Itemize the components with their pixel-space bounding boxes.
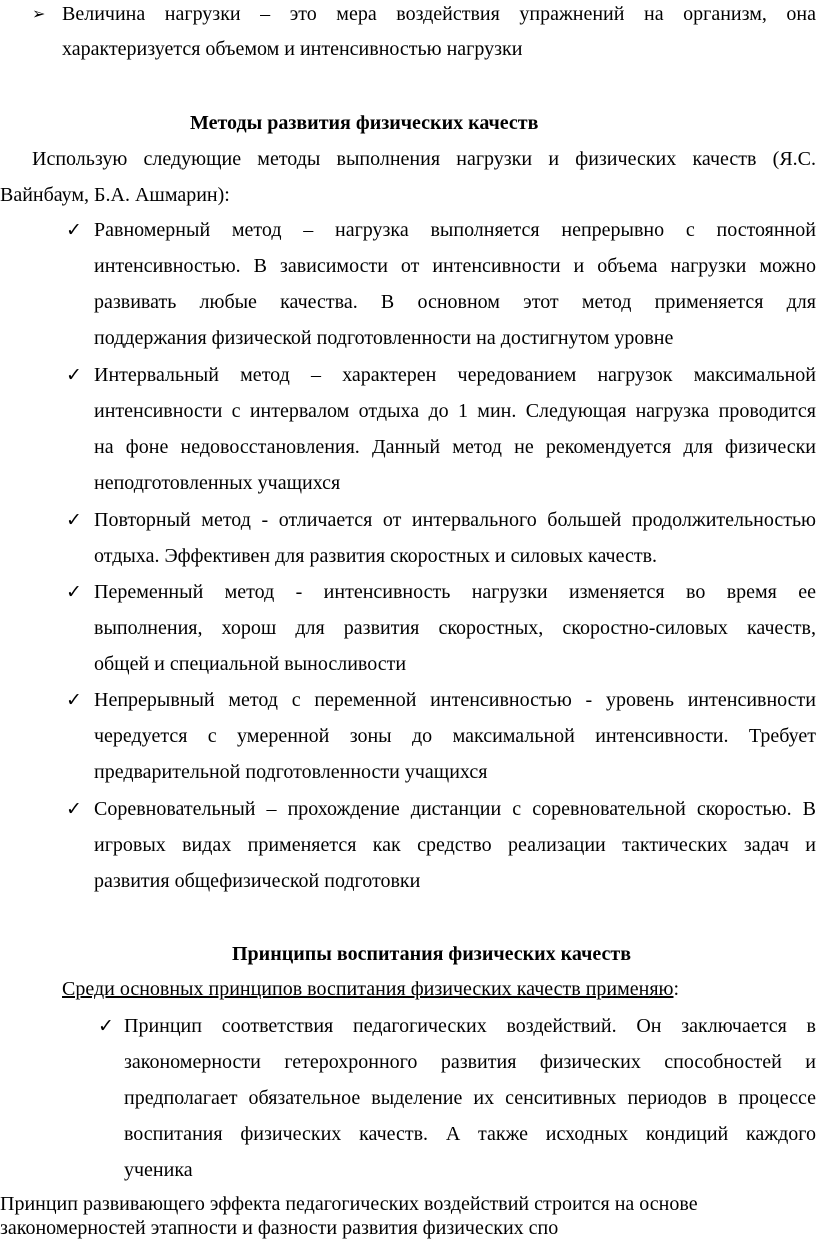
checkmark-icon: ✓ xyxy=(66,689,82,711)
method-6-line-1: Соревновательный – прохождение дистанции с соревновательной скоростью. В xyxy=(94,798,816,820)
principle-1-line-5: ученика xyxy=(124,1159,193,1181)
arrow-bullet-icon: ➢ xyxy=(32,4,46,23)
checkmark-icon: ✓ xyxy=(66,798,82,820)
principles-heading: Принципы воспитания физических качеств xyxy=(232,943,632,965)
method-4-line-3: общей и специальной выносливости xyxy=(94,653,407,675)
principles-tail-line-1: Принцип развивающего эффекта педагогических воздействий строится на основе xyxy=(0,1193,698,1215)
checkmark-icon: ✓ xyxy=(66,509,82,531)
methods-lead-line-1: Использую следующие методы выполнения нагрузки и физических качеств (Я.С. xyxy=(32,148,816,170)
principle-1-line-4: воспитания физических качеств. А также исходных кондиций каждого xyxy=(124,1123,816,1145)
method-3-line-1: Повторный метод - отличается от интервального большей продолжительностью xyxy=(94,509,816,531)
method-2-line-2: интенсивности с интервалом отдыха до 1 мин. Следующая нагрузка проводится xyxy=(94,400,816,422)
method-6-line-2: игровых видах применяется как средство реализации тактических задач и xyxy=(94,834,816,856)
method-1-line-4: поддержания физической подготовленности на достигнутом уровне xyxy=(94,327,674,349)
principle-1-line-2: закономерности гетерохронного развития физических способностей и xyxy=(124,1051,816,1073)
principles-lead-colon: : xyxy=(673,978,680,1000)
checkmark-icon: ✓ xyxy=(66,364,82,386)
method-1-line-3: развивать любые качества. В основном этот метод применяется для xyxy=(94,291,816,313)
method-6-line-3: развития общефизической подготовки xyxy=(94,870,421,892)
method-2-line-3: на фоне недовосстановления. Данный метод не рекомендуется для физически xyxy=(94,436,816,458)
method-3-line-2: отдыха. Эффективен для развития скоростных и силовых качеств. xyxy=(94,545,658,567)
method-5-line-1: Непрерывный метод с переменной интенсивностью - уровень интенсивности xyxy=(94,689,816,711)
intro-line-2: характеризуется объемом и интенсивностью нагрузки xyxy=(62,38,523,60)
method-5-line-3: предварительной подготовленности учащихся xyxy=(94,761,488,783)
methods-lead-line-2: Вайнбаум, Б.А. Ашмарин): xyxy=(0,184,230,206)
principle-1-line-1: Принцип соответствия педагогических воздействий. Он заключается в xyxy=(124,1015,816,1037)
method-1-line-1: Равномерный метод – нагрузка выполняется непрерывно с постоянной xyxy=(94,219,816,241)
methods-heading: Методы развития физических качеств xyxy=(190,112,539,134)
checkmark-icon: ✓ xyxy=(66,581,82,603)
method-5-line-2: чередуется с умеренной зоны до максимальной интенсивности. Требует xyxy=(94,725,816,747)
principles-lead-underlined: Среди основных принципов воспитания физических качеств применяю xyxy=(62,978,674,1000)
checkmark-icon: ✓ xyxy=(98,1015,114,1037)
intro-line-1: Величина нагрузки – это мера воздействия упражнений на организм, она xyxy=(62,3,816,25)
method-4-line-2: выполнения, хорош для развития скоростных, скоростно-силовых качеств, xyxy=(94,617,816,639)
principles-tail-line-2: закономерностей этапности и фазности развития физических спо xyxy=(0,1217,559,1239)
method-4-line-1: Переменный метод - интенсивность нагрузки изменяется во время ее xyxy=(94,581,816,603)
checkmark-icon: ✓ xyxy=(66,219,82,241)
method-1-line-2: интенсивностью. В зависимости от интенсивности и объема нагрузки можно xyxy=(94,255,816,277)
principles-lead xyxy=(62,975,679,1003)
principle-1-line-3: предполагает обязательное выделение их сенситивных периодов в процессе xyxy=(124,1087,816,1109)
method-2-line-4: неподготовленных учащихся xyxy=(94,472,341,494)
method-2-line-1: Интервальный метод – характерен чередованием нагрузок максимальной xyxy=(94,364,816,386)
